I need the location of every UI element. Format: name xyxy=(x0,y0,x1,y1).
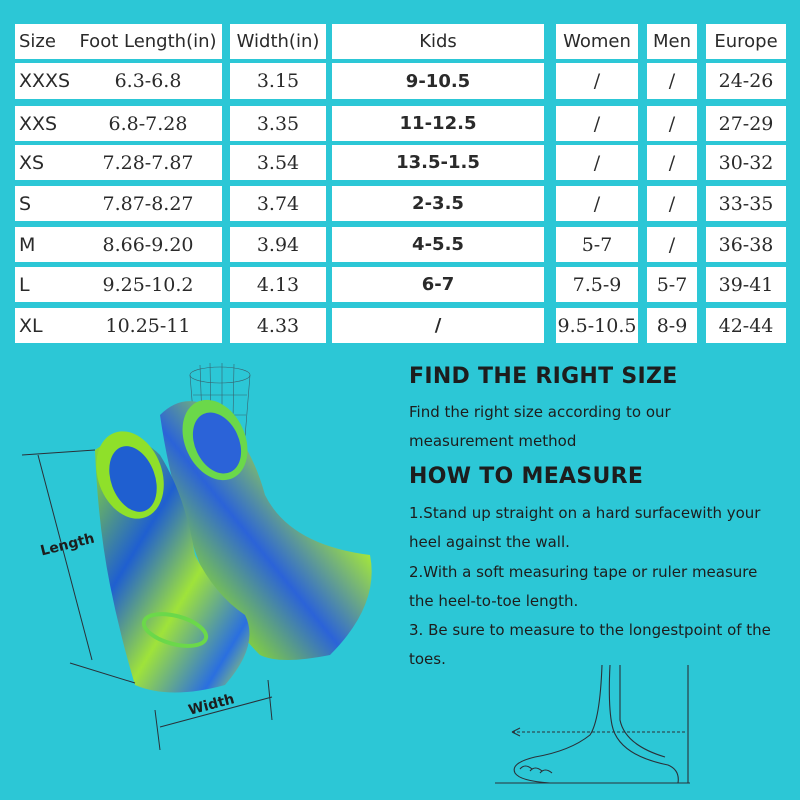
header-men: Men xyxy=(647,24,697,59)
cell-width: 3.15 xyxy=(230,63,326,99)
cell-europe: 36-38 xyxy=(706,227,786,262)
swim-fins-illustration xyxy=(10,355,400,800)
header-width: Width(in) xyxy=(230,24,326,59)
header-size: Size xyxy=(15,24,79,59)
cell-kids: 2-3.5 xyxy=(332,186,544,221)
cell-women: / xyxy=(556,145,638,180)
cell-size: L xyxy=(15,267,79,302)
width-label: Width xyxy=(186,691,237,719)
cell-men: 5-7 xyxy=(647,267,697,302)
cell-women: 9.5-10.5 xyxy=(556,308,638,343)
cell-foot-length: 8.66-9.20 xyxy=(74,227,222,262)
header-foot-length: Foot Length(in) xyxy=(74,24,222,59)
measure-step-2: 2.With a soft measuring tape or ruler measure the heel-to-toe length. xyxy=(409,563,758,610)
cell-women: / xyxy=(556,63,638,99)
cell-width: 4.33 xyxy=(230,308,326,343)
header-europe: Europe xyxy=(706,24,786,59)
cell-men: / xyxy=(647,227,697,262)
how-to-measure-heading: HOW TO MEASURE xyxy=(409,464,644,489)
cell-width: 3.94 xyxy=(230,227,326,262)
cell-width: 3.54 xyxy=(230,145,326,180)
cell-men: / xyxy=(647,186,697,221)
cell-foot-length: 6.8-7.28 xyxy=(74,106,222,141)
cell-men: / xyxy=(647,106,697,141)
cell-width: 3.35 xyxy=(230,106,326,141)
cell-kids: 11-12.5 xyxy=(332,106,544,141)
cell-women: 5-7 xyxy=(556,227,638,262)
cell-men: / xyxy=(647,145,697,180)
cell-women: 7.5-9 xyxy=(556,267,638,302)
header-women: Women xyxy=(556,24,638,59)
find-size-text: Find the right size according to our measurement method xyxy=(409,403,671,450)
cell-europe: 27-29 xyxy=(706,106,786,141)
cell-europe: 30-32 xyxy=(706,145,786,180)
cell-size: S xyxy=(15,186,79,221)
foot-measure-diagram-icon xyxy=(490,665,710,795)
length-label: Length xyxy=(38,530,97,560)
find-size-heading: FIND THE RIGHT SIZE xyxy=(409,364,678,389)
cell-width: 4.13 xyxy=(230,267,326,302)
cell-kids: 13.5-1.5 xyxy=(332,145,544,180)
cell-width: 3.74 xyxy=(230,186,326,221)
measure-step-3: 3. Be sure to measure to the longestpoint of the toes. xyxy=(409,621,771,668)
cell-europe: 24-26 xyxy=(706,63,786,99)
cell-foot-length: 10.25-11 xyxy=(74,308,222,343)
cell-size: XS xyxy=(15,145,79,180)
cell-men: 8-9 xyxy=(647,308,697,343)
cell-kids: 4-5.5 xyxy=(332,227,544,262)
cell-women: / xyxy=(556,106,638,141)
cell-size: XL xyxy=(15,308,79,343)
cell-women: / xyxy=(556,186,638,221)
cell-europe: 33-35 xyxy=(706,186,786,221)
cell-europe: 42-44 xyxy=(706,308,786,343)
cell-foot-length: 7.28-7.87 xyxy=(74,145,222,180)
cell-size: XXXS xyxy=(15,63,79,99)
cell-size: M xyxy=(15,227,79,262)
cell-foot-length: 7.87-8.27 xyxy=(74,186,222,221)
measure-step-1: 1.Stand up straight on a hard surfacewith your heel against the wall. xyxy=(409,504,761,551)
cell-size: XXS xyxy=(15,106,79,141)
cell-foot-length: 6.3-6.8 xyxy=(74,63,222,99)
cell-kids: / xyxy=(332,308,544,343)
cell-kids: 6-7 xyxy=(332,267,544,302)
header-kids: Kids xyxy=(332,24,544,59)
cell-europe: 39-41 xyxy=(706,267,786,302)
cell-men: / xyxy=(647,63,697,99)
cell-kids: 9-10.5 xyxy=(332,63,544,99)
cell-foot-length: 9.25-10.2 xyxy=(74,267,222,302)
